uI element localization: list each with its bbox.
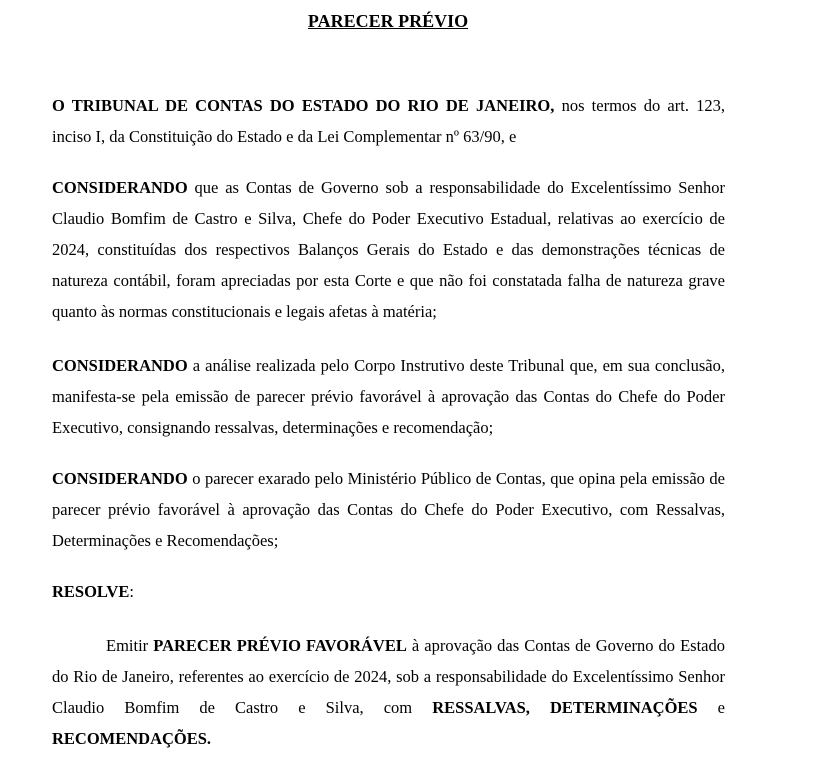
intro-text: nos termos do art. 123, inciso I, da Constituição do Estado e da Lei Complementar nº 63/90, e (52, 96, 726, 146)
considerando-paragraph-1 (52, 172, 725, 327)
decision-recomendacoes: RECOMENDAÇÕES. (52, 729, 212, 748)
decision-text-b: à aprovação das Contas de Governo do Estado do Rio de Janeiro, referentes ao exercício de 2024, sob a responsabilidade do Excelentíssimo Senhor Claudio Bomfim de Castro e Silva, com (52, 636, 725, 717)
decision-verdict: PARECER PRÉVIO FAVORÁVEL (153, 636, 407, 655)
decision-text-c: e (697, 698, 725, 717)
considerando-label: CONSIDERANDO (52, 469, 188, 488)
intro-paragraph (52, 90, 725, 152)
considerando-text: que as Contas de Governo sob a responsabilidade do Excelentíssimo Senhor Claudio Bomfim de Castro e Silva, Chefe do Poder Executivo Estadual, relativas ao exercício de 2024, constituídas dos respectivos Balanços Gerais do Estado e das demonstrações técnicas de natureza contábil, foram apreciadas por esta Corte e que não foi constatada falha de natureza grave quanto às normas constitucionais e legais afetas à matéria; (52, 178, 725, 321)
considerando-paragraph-2 (52, 350, 725, 443)
considerando-text: o parecer exarado pelo Ministério Público de Contas, que opina pela emissão de parecer prévio favorável à aprovação das Contas do Chefe do Poder Executivo, com Ressalvas, Determinações e Recomendações; (52, 469, 725, 550)
considerando-text: a análise realizada pelo Corpo Instrutivo deste Tribunal que, em sua conclusão, manifesta-se pela emissão de parecer prévio favorável à aprovação das Contas do Chefe do Poder Executivo, consignando ressalvas, determinações e recomendação; (52, 356, 725, 437)
decision-ressalvas: RESSALVAS, DETERMINAÇÕES (432, 698, 698, 717)
decision-paragraph (52, 630, 725, 754)
resolve-colon: : (129, 582, 134, 601)
considerando-paragraph-3 (52, 463, 725, 556)
decision-text-a: Emitir (106, 636, 154, 655)
resolve-label: RESOLVE (52, 582, 130, 601)
considerando-label: CONSIDERANDO (52, 356, 188, 375)
page-title: PARECER PRÉVIO (307, 11, 469, 31)
resolve-paragraph (52, 576, 725, 607)
considerando-label: CONSIDERANDO (52, 178, 188, 197)
court-name: O TRIBUNAL DE CONTAS DO ESTADO DO RIO DE JANEIRO, (52, 96, 555, 115)
